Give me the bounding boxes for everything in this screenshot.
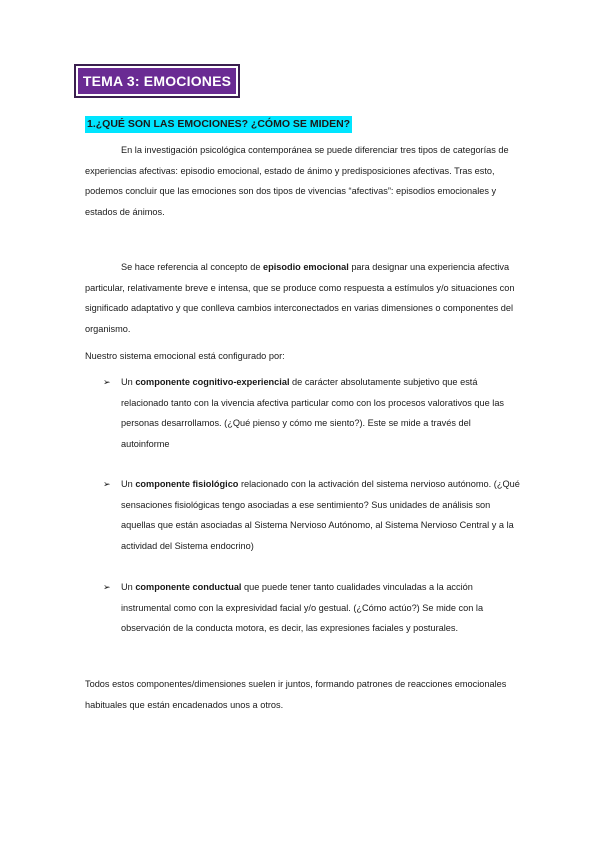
list-item-after: de carácter absolutamente subjetivo que está relacionado tanto con la vivencia afectiva particular como con los procesos valorativos que las personas desarrollamos. (¿Qué pienso y cómo me siento?). Este se mide a través del autoinforme (121, 377, 505, 449)
tema-title: TEMA 3: EMOCIONES (82, 73, 232, 89)
list-item-text (121, 577, 521, 639)
arrowhead-bullet-icon: ➢ (103, 582, 111, 592)
list-item-after: relacionado con la activación del sistema nervioso autónomo. (¿Qué sensaciones fisiológicas tengo asociadas a ese sentimiento? Sus unidades de análisis son aquellas que están asociadas al Sistema Nervioso Autónomo, al Sistema Nervioso Central y a la actividad del Sistema endocrino) (121, 479, 520, 551)
arrowhead-bullet-icon: ➢ (103, 377, 111, 387)
list-item-bold: componente cognitivo-experiencial (135, 377, 290, 387)
section-heading: 1.¿QUÉ SON LAS EMOCIONES? ¿CÓMO SE MIDEN? (85, 116, 352, 133)
paragraph-episodio-before: Se hace referencia al concepto de (121, 262, 263, 272)
list-item-bold: componente fisiológico (135, 479, 239, 489)
tema-title-box (74, 64, 240, 98)
list-item-before: Un (121, 377, 136, 387)
list-item-text (121, 474, 521, 556)
list-item-before: Un (121, 582, 136, 592)
paragraph-episodio (85, 257, 515, 339)
paragraph-conclusion: Todos estos componentes/dimensiones suelen ir juntos, formando patrones de reacciones emocionales habituales que están encadenados unos a otros. (85, 679, 507, 710)
paragraph-episodio-bold: episodio emocional (263, 262, 349, 272)
paragraph-intro-text: En la investigación psicológica contemporánea se puede diferenciar tres tipos de categorías de experiencias afectivas: episodio emocional, estado de ánimo y predisposiciones afectivas. Tras esto, podemos concluir que las emociones son dos tipos de vivencias “afectivas”: episodios emocionales y estados de ánimos. (85, 145, 509, 217)
paragraph-sistema: Nuestro sistema emocional está configurado por: (85, 351, 285, 361)
paragraph-episodio-after: para designar una experiencia afectiva particular, relativamente breve e intensa, que se produce como respuesta a estímulos y/o situaciones con significado adaptativo y que conlleva cambios interconectados en varias dimensiones o componentes del organismo. (85, 262, 515, 334)
list-item-text (121, 372, 521, 454)
list-item-after: que puede tener tanto cualidades vinculadas a la acción instrumental como con la expresividad facial y/o gestual. (¿Cómo actúo?) Se mide con la observación de la conducta motora, es decir, las expresiones faciales y posturales. (121, 582, 484, 633)
arrowhead-bullet-icon: ➢ (103, 479, 111, 489)
list-item-before: Un (121, 479, 136, 489)
paragraph-intro (85, 140, 515, 222)
list-item-bold: componente conductual (135, 582, 242, 592)
